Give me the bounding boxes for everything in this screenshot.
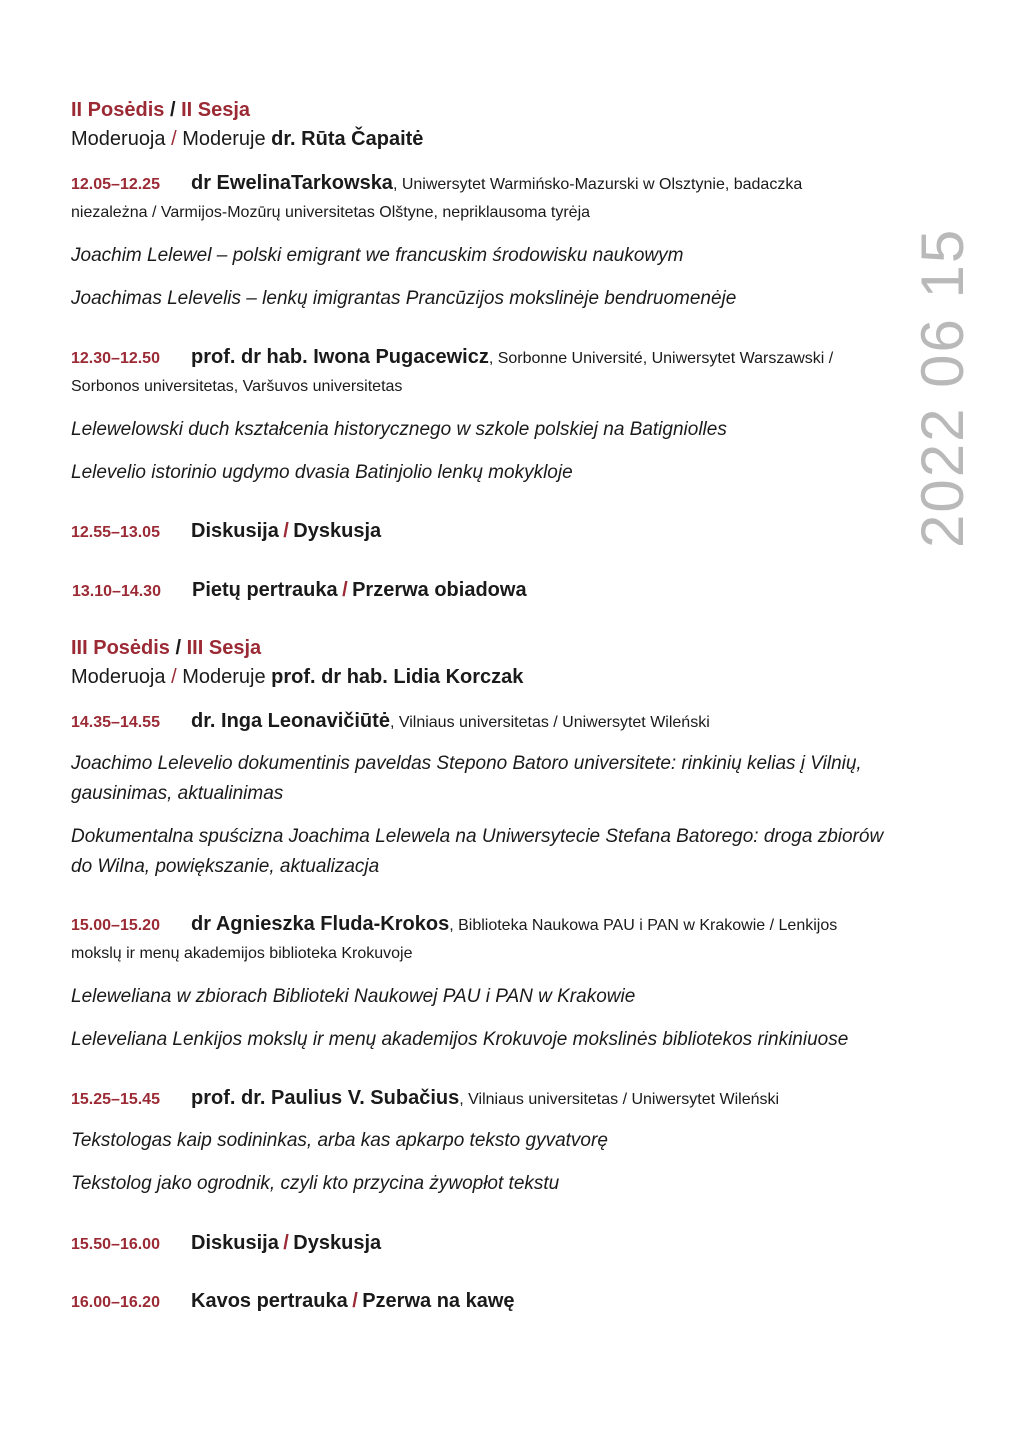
discussion-1-time: 12.55–13.05	[71, 524, 160, 541]
talk-1-speaker: dr EwelinaTarkowska	[191, 172, 393, 194]
mod-pl: Moderuje	[182, 128, 266, 150]
discussion-1-pl: Dyskusja	[293, 520, 382, 542]
session-3-moderator: prof. dr hab. Lidia Korczak	[271, 666, 524, 688]
session-2-heading	[71, 99, 250, 122]
coffee-pl: Pzerwa na kawę	[362, 1290, 515, 1312]
talk-1-title-lt: Joachimas Lelevelis – lenkų imigrantas Prancūzijos mokslinėje bendruomenėje	[71, 288, 737, 309]
talk-3-time: 14.35–14.55	[71, 714, 160, 731]
talk-1-affiliation: , Uniwersytet Warmińsko-Mazurski w Olsztynie, badaczka	[392, 176, 803, 193]
talk-2-title-pl: Lelewelowski duch kształcenia historycznego w szkole polskiej na Batigniolles	[71, 419, 727, 440]
talk-3-title-lt-line2: gausinimas, aktualinimas	[71, 783, 284, 804]
talk-5-title-pl: Tekstolog jako ogrodnik, czyli kto przycina żywopłot tekstu	[71, 1173, 560, 1194]
session-3-moderator-line	[71, 666, 523, 689]
lunch-lt: Pietų pertrauka	[192, 579, 338, 601]
talk-2-affiliation: , Sorbonne Université, Uniwersytet Warszawski /	[488, 350, 834, 367]
lunch-pl: Przerwa obiadowa	[352, 579, 527, 601]
talk-2-affiliation-cont: Sorbonos universitetas, Varšuvos universitetas	[71, 378, 403, 395]
session-2-moderator: dr. Rūta Čapaitė	[271, 128, 424, 150]
coffee-lt: Kavos pertrauka	[191, 1290, 348, 1312]
coffee-break	[71, 1290, 515, 1313]
talk-2-title-lt: Lelevelio istorinio ugdymo dvasia Batinjolio lenkų mokykloje	[71, 462, 573, 483]
discussion-2	[71, 1232, 381, 1255]
talk-3-affiliation: , Vilniaus universitetas / Uniwersytet Wileński	[389, 714, 710, 731]
session-2-label-pl: II Sesja	[181, 99, 250, 121]
talk-4-title-lt: Leleveliana Lenkijos mokslų ir menų akademijos Krokuvoje mokslinės bibliotekos rinkiniuose	[71, 1029, 849, 1050]
talk-4-header	[71, 913, 837, 936]
talk-5-affiliation: , Vilniaus universitetas / Uniwersytet Wileński	[459, 1091, 780, 1108]
talk-4-time: 15.00–15.20	[71, 917, 160, 934]
mod-lt: Moderuoja	[71, 128, 166, 150]
discussion-1	[71, 520, 381, 543]
talk-3-title-pl-line2: do Wilna, powiększanie, aktualizacja	[71, 856, 380, 877]
coffee-time: 16.00–16.20	[71, 1294, 160, 1311]
lunch-time: 13.10–14.30	[72, 583, 161, 600]
talk-2-speaker: prof. dr hab. Iwona Pugacewicz	[191, 346, 489, 368]
talk-3-header	[71, 710, 710, 733]
vertical-date: 2022 06 15	[909, 227, 976, 548]
session-3-label-lt: III Posėdis	[71, 637, 170, 659]
mod-sep: /	[171, 128, 177, 150]
lunch-sep: /	[342, 579, 348, 601]
talk-5-header	[71, 1087, 779, 1110]
discussion-2-time: 15.50–16.00	[71, 1236, 160, 1253]
discussion-1-lt: Diskusija	[191, 520, 279, 542]
discussion-2-lt: Diskusija	[191, 1232, 279, 1254]
talk-1-affiliation-cont: niezależna / Varmijos-Mozūrų universitetas Olštyne, nepriklausoma tyrėja	[71, 204, 591, 221]
talk-4-title-pl: Leleweliana w zbiorach Biblioteki Naukowej PAU i PAN w Krakowie	[71, 986, 636, 1007]
session-3-heading	[71, 637, 261, 660]
talk-4-speaker: dr Agnieszka Fluda-Krokos	[191, 913, 450, 935]
talk-1-header	[71, 172, 802, 195]
mod-sep: /	[171, 666, 177, 688]
coffee-sep: /	[352, 1290, 358, 1312]
talk-3-speaker: dr. Inga Leonavičiūtė	[191, 710, 390, 732]
talk-5-title-lt: Tekstologas kaip sodininkas, arba kas apkarpo teksto gyvatvorę	[71, 1130, 608, 1151]
talk-4-affiliation: , Biblioteka Naukowa PAU i PAN w Krakowie / Lenkijos	[449, 917, 838, 934]
discussion-2-pl: Dyskusja	[293, 1232, 382, 1254]
talk-3-title-lt-line1: Joachimo Lelevelio dokumentinis paveldas Stepono Batoro universitete: rinkinių kelias į Vilnių,	[71, 753, 862, 774]
talk-1-time: 12.05–12.25	[71, 176, 160, 193]
session-3-sep: /	[175, 637, 182, 659]
talk-5-speaker: prof. dr. Paulius V. Subačius	[191, 1087, 460, 1109]
mod-pl: Moderuje	[182, 666, 266, 688]
talk-2-header	[71, 346, 833, 369]
mod-lt: Moderuoja	[71, 666, 166, 688]
talk-2-time: 12.30–12.50	[71, 350, 160, 367]
talk-4-affiliation-cont: mokslų ir menų akademijos biblioteka Krokuvoje	[71, 945, 413, 962]
discussion-1-sep: /	[283, 520, 289, 542]
session-3-label-pl: III Sesja	[186, 637, 262, 659]
discussion-2-sep: /	[283, 1232, 289, 1254]
session-2-label-lt: II Posėdis	[71, 99, 165, 121]
session-2-moderator-line	[71, 128, 423, 151]
talk-1-title-pl: Joachim Lelewel – polski emigrant we francuskim środowisku naukowym	[71, 245, 684, 266]
lunch-break	[72, 579, 527, 602]
session-2-sep: /	[169, 99, 176, 121]
talk-3-title-pl-line1: Dokumentalna spuścizna Joachima Lelewela na Uniwersytecie Stefana Batorego: droga zbiorów	[71, 826, 884, 847]
talk-5-time: 15.25–15.45	[71, 1091, 160, 1108]
